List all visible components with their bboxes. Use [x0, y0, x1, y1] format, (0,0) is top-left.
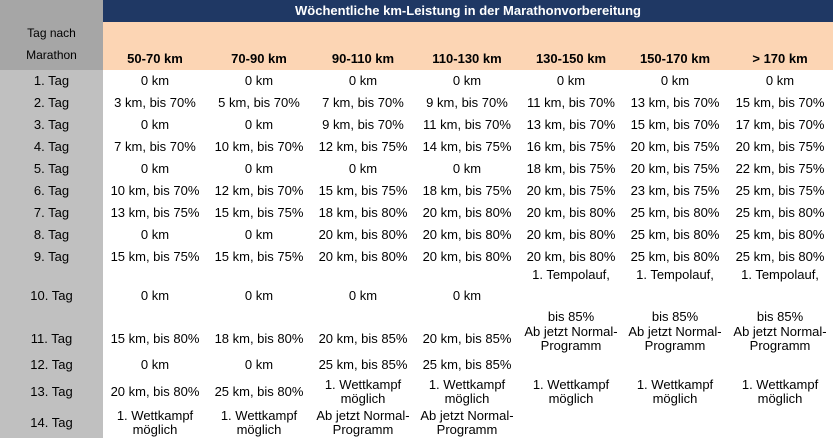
value-cell[interactable]: 1. Tempolauf, bis 85% [519, 268, 623, 324]
value-cell[interactable]: 1. Wettkampf möglich [519, 376, 623, 408]
value-cell[interactable]: 0 km [103, 354, 207, 376]
table-row [0, 224, 833, 246]
value-cell[interactable]: 16 km, bis 75% [519, 136, 623, 158]
table-row [0, 246, 833, 268]
value-cell[interactable]: 0 km [103, 70, 207, 92]
value-cell[interactable]: 9 km, bis 70% [311, 114, 415, 136]
value-cell[interactable]: 0 km [207, 354, 311, 376]
day-label-cell[interactable]: 13. Tag [0, 376, 103, 408]
value-cell[interactable]: 1. Wettkampf möglich [207, 408, 311, 438]
value-cell[interactable]: 14 km, bis 75% [415, 136, 519, 158]
value-cell[interactable]: 12 km, bis 70% [207, 180, 311, 202]
value-cell[interactable]: 0 km [519, 70, 623, 92]
value-cell[interactable]: 18 km, bis 80% [311, 202, 415, 224]
value-cell[interactable]: 0 km [207, 114, 311, 136]
value-cell[interactable]: 0 km [207, 70, 311, 92]
column-header[interactable]: 130-150 km [519, 22, 623, 70]
value-cell[interactable]: 25 km, bis 80% [623, 246, 727, 268]
column-header[interactable]: > 170 km [727, 22, 833, 70]
value-cell[interactable]: 1. Tempolauf, bis 85% [727, 268, 833, 324]
value-cell[interactable]: Ab jetzt Normal- Programm [311, 408, 415, 438]
table-row [0, 158, 833, 180]
value-cell[interactable]: Ab jetzt Normal- Programm [415, 408, 519, 438]
day-label-cell[interactable]: 6. Tag [0, 180, 103, 202]
column-header[interactable]: 50-70 km [103, 22, 207, 70]
value-cell[interactable]: 15 km, bis 75% [103, 246, 207, 268]
value-cell[interactable] [623, 408, 727, 438]
value-cell[interactable]: 0 km [103, 224, 207, 246]
column-header[interactable]: 70-90 km [207, 22, 311, 70]
value-cell[interactable]: 15 km, bis 80% [103, 324, 207, 354]
value-cell[interactable]: 0 km [311, 268, 415, 324]
value-cell[interactable]: 25 km, bis 80% [727, 246, 833, 268]
value-cell[interactable]: 20 km, bis 80% [103, 376, 207, 408]
value-cell[interactable]: 0 km [415, 70, 519, 92]
value-cell[interactable]: 15 km, bis 75% [207, 202, 311, 224]
value-cell[interactable]: Ab jetzt Normal- Programm [727, 324, 833, 354]
table-row [0, 202, 833, 224]
value-cell[interactable]: Ab jetzt Normal- Programm [623, 324, 727, 354]
value-cell[interactable]: 20 km, bis 80% [311, 224, 415, 246]
value-cell[interactable]: 20 km, bis 75% [623, 136, 727, 158]
value-cell[interactable]: Ab jetzt Normal- Programm [519, 324, 623, 354]
value-cell[interactable]: 20 km, bis 80% [415, 246, 519, 268]
value-cell[interactable]: 25 km, bis 75% [727, 180, 833, 202]
value-cell[interactable]: 12 km, bis 75% [311, 136, 415, 158]
title-corner-cell[interactable] [0, 0, 103, 22]
value-cell[interactable]: 1. Tempolauf, bis 85% [623, 268, 727, 324]
value-cell[interactable]: 0 km [311, 70, 415, 92]
value-cell[interactable]: 20 km, bis 80% [311, 246, 415, 268]
value-cell[interactable]: 20 km, bis 80% [519, 202, 623, 224]
value-cell[interactable]: 25 km, bis 85% [415, 354, 519, 376]
value-cell[interactable]: 5 km, bis 70% [207, 92, 311, 114]
value-cell[interactable]: 15 km, bis 75% [311, 180, 415, 202]
value-cell[interactable]: 20 km, bis 80% [415, 202, 519, 224]
value-cell[interactable]: 7 km, bis 70% [103, 136, 207, 158]
value-cell[interactable]: 20 km, bis 85% [415, 324, 519, 354]
day-label-cell[interactable]: 11. Tag [0, 324, 103, 354]
value-cell[interactable]: 3 km, bis 70% [103, 92, 207, 114]
day-label-cell[interactable]: 10. Tag [0, 268, 103, 324]
value-cell[interactable]: 0 km [207, 268, 311, 324]
table-row [0, 354, 833, 376]
day-label-cell[interactable]: 7. Tag [0, 202, 103, 224]
day-label-cell[interactable]: 9. Tag [0, 246, 103, 268]
value-cell[interactable]: 22 km, bis 75% [727, 158, 833, 180]
day-label-cell[interactable]: 4. Tag [0, 136, 103, 158]
value-cell[interactable]: 15 km, bis 75% [207, 246, 311, 268]
value-cell[interactable]: 25 km, bis 85% [311, 354, 415, 376]
value-cell[interactable]: 0 km [103, 268, 207, 324]
day-label-cell[interactable]: 1. Tag [0, 70, 103, 92]
value-cell[interactable]: 0 km [623, 70, 727, 92]
table-row [0, 376, 833, 408]
value-cell[interactable]: 18 km, bis 80% [207, 324, 311, 354]
value-cell[interactable]: 1. Wettkampf möglich [727, 376, 833, 408]
day-label-cell[interactable]: 5. Tag [0, 158, 103, 180]
value-cell[interactable] [727, 408, 833, 438]
value-cell[interactable] [519, 354, 623, 376]
value-cell[interactable]: 25 km, bis 80% [207, 376, 311, 408]
value-cell[interactable]: 20 km, bis 80% [519, 246, 623, 268]
value-cell[interactable]: 13 km, bis 70% [519, 114, 623, 136]
value-cell[interactable]: 0 km [207, 224, 311, 246]
value-cell[interactable]: 1. Wettkampf möglich [311, 376, 415, 408]
value-cell[interactable]: 9 km, bis 70% [415, 92, 519, 114]
value-cell[interactable]: 20 km, bis 75% [623, 158, 727, 180]
value-cell[interactable]: 25 km, bis 80% [727, 224, 833, 246]
value-cell[interactable]: 17 km, bis 70% [727, 114, 833, 136]
value-cell[interactable]: 20 km, bis 75% [727, 136, 833, 158]
column-header[interactable]: 90-110 km [311, 22, 415, 70]
day-label-cell[interactable]: 2. Tag [0, 92, 103, 114]
table-row [0, 114, 833, 136]
value-cell[interactable]: 15 km, bis 70% [727, 92, 833, 114]
table-row [0, 268, 833, 324]
table-title[interactable]: Wöchentliche km-Leistung in der Marathonvorbereitung [103, 0, 833, 22]
table-row [0, 180, 833, 202]
day-label-cell[interactable]: 3. Tag [0, 114, 103, 136]
value-cell[interactable]: 25 km, bis 80% [727, 202, 833, 224]
value-cell[interactable]: 1. Wettkampf möglich [415, 376, 519, 408]
value-cell[interactable]: 20 km, bis 80% [415, 224, 519, 246]
value-cell[interactable]: 0 km [207, 158, 311, 180]
table-row [0, 70, 833, 92]
value-cell[interactable]: 20 km, bis 75% [519, 180, 623, 202]
row-header-label[interactable] [0, 22, 103, 70]
column-header[interactable]: 150-170 km [623, 22, 727, 70]
value-cell[interactable]: 13 km, bis 70% [623, 92, 727, 114]
table-row [0, 92, 833, 114]
table-row [0, 136, 833, 158]
value-cell[interactable]: 0 km [311, 158, 415, 180]
day-label-cell[interactable]: 14. Tag [0, 408, 103, 438]
row-header-line1: Tag nach [27, 26, 76, 40]
value-cell[interactable]: 1. Wettkampf möglich [623, 376, 727, 408]
table-row [0, 408, 833, 438]
value-cell[interactable]: 18 km, bis 75% [519, 158, 623, 180]
value-cell[interactable]: 0 km [415, 268, 519, 324]
value-cell[interactable]: 25 km, bis 80% [623, 202, 727, 224]
value-cell[interactable]: 11 km, bis 70% [519, 92, 623, 114]
day-label-cell[interactable]: 12. Tag [0, 354, 103, 376]
value-cell[interactable]: 23 km, bis 75% [623, 180, 727, 202]
value-cell[interactable] [727, 354, 833, 376]
value-cell[interactable] [623, 354, 727, 376]
value-cell[interactable]: 20 km, bis 85% [311, 324, 415, 354]
value-cell[interactable]: 10 km, bis 70% [207, 136, 311, 158]
value-cell[interactable]: 10 km, bis 70% [103, 180, 207, 202]
value-cell[interactable]: 0 km [103, 158, 207, 180]
value-cell[interactable] [519, 408, 623, 438]
value-cell[interactable]: 13 km, bis 75% [103, 202, 207, 224]
value-cell[interactable]: 0 km [415, 158, 519, 180]
day-label-cell[interactable]: 8. Tag [0, 224, 103, 246]
value-cell[interactable]: 0 km [103, 114, 207, 136]
value-cell[interactable]: 0 km [727, 70, 833, 92]
column-header[interactable]: 110-130 km [415, 22, 519, 70]
row-header-line2: Marathon [26, 48, 77, 62]
value-cell[interactable]: 7 km, bis 70% [311, 92, 415, 114]
value-cell[interactable]: 20 km, bis 80% [519, 224, 623, 246]
value-cell[interactable]: 18 km, bis 75% [415, 180, 519, 202]
value-cell[interactable]: 11 km, bis 70% [415, 114, 519, 136]
value-cell[interactable]: 15 km, bis 70% [623, 114, 727, 136]
value-cell[interactable]: 1. Wettkampf möglich [103, 408, 207, 438]
table-row [0, 324, 833, 354]
value-cell[interactable]: 25 km, bis 80% [623, 224, 727, 246]
